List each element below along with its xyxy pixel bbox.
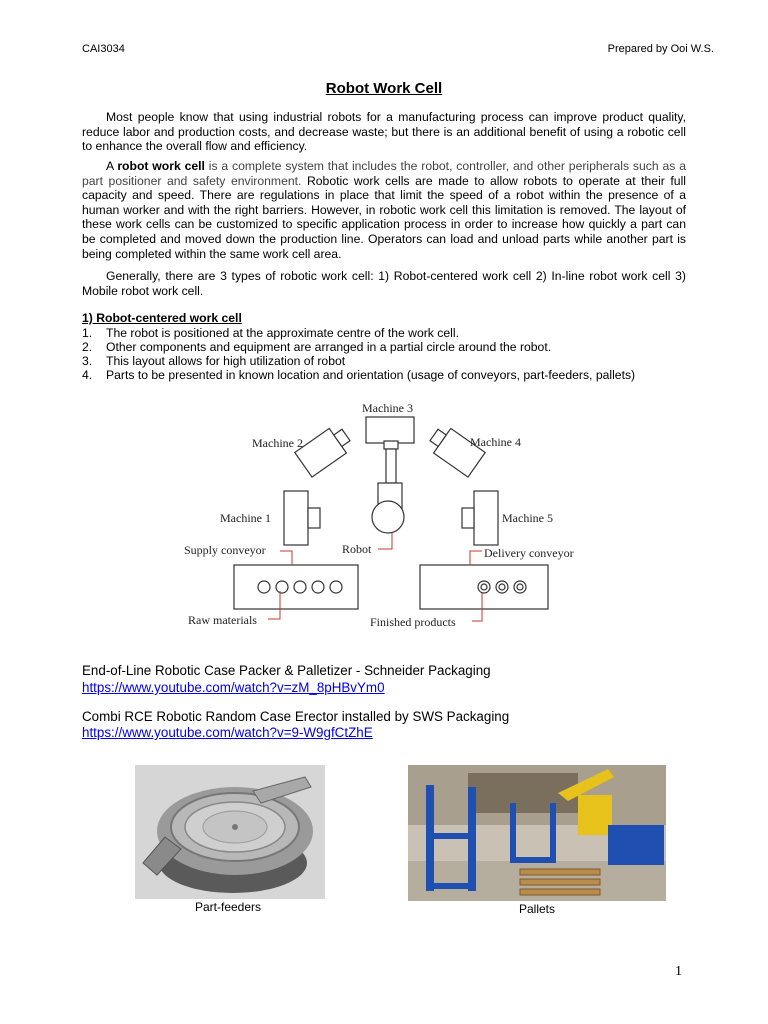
list-item: 2. Other components and equipment are arranged in a partial circle around the robot. (82, 340, 552, 354)
caption-part-feeders: Part-feeders (195, 900, 262, 914)
label-machine-4: Machine 4 (470, 435, 521, 449)
video-title-1: End-of-Line Robotic Case Packer & Palletizer - Schneider Packaging (82, 663, 491, 678)
section-list (82, 326, 702, 382)
machine-3-box (366, 417, 414, 443)
header-course-code: CAI3034 (82, 43, 125, 55)
label-delivery-conveyor: Delivery conveyor (484, 546, 574, 560)
video-link-1[interactable]: https://www.youtube.com/watch?v=zM_8pHBvYm0 (82, 680, 385, 695)
header-author: Prepared by Ooi W.S. (607, 43, 714, 55)
caption-pallets: Pallets (519, 902, 556, 916)
robot-centered-cell-diagram (180, 395, 600, 635)
label-finished-products: Finished products (370, 615, 456, 629)
robot-work-cell-term: robot work cell (117, 159, 205, 173)
types-paragraph: Generally, there are 3 types of robotic work cell: 1) Robot-centered work cell 2) In-line robot work cell 3) Mobile robot work cell. (82, 269, 686, 298)
label-raw-materials: Raw materials (188, 613, 257, 627)
label-supply-conveyor: Supply conveyor (184, 543, 266, 557)
robot-base (372, 501, 404, 533)
video-title-2: Combi RCE Robotic Random Case Erector installed by SWS Packaging (82, 709, 510, 724)
machine-1-box (284, 491, 308, 545)
label-machine-1: Machine 1 (220, 511, 271, 525)
video-link-2[interactable]: https://www.youtube.com/watch?v=9-W9gfCtZhE (82, 725, 373, 740)
pallets-photo (408, 765, 666, 901)
page-number: 1 (675, 964, 682, 979)
part-feeder-photo (135, 765, 325, 899)
label-robot: Robot (342, 542, 372, 556)
section-title: 1) Robot-centered work cell (82, 311, 242, 325)
label-machine-5: Machine 5 (502, 511, 553, 525)
list-item: 4. Parts to be presented in known location and orientation (usage of conveyors, part-feeders, pallets) (82, 368, 636, 382)
intro-paragraph: Most people know that using industrial robots for a manufacturing process can improve product quality, reduce labor and production costs, and decrease waste; but there is an additional benefit of using a robotic cell to enhance the overall flow and efficiency. (82, 110, 686, 154)
label-machine-3: Machine 3 (362, 401, 413, 415)
list-item: 1. The robot is positioned at the approximate centre of the work cell. (82, 326, 459, 340)
list-item: 3. This layout allows for high utilization of robot (82, 354, 346, 368)
definition-paragraph: A robot work cell is a complete system that includes the robot, controller, and other peripherals such as a part positioner and safety environment. Robotic work cells are made to allow robots to operate at their full capacity and speed. There are regulations in place that limit the speed of a robot within the presence of a human worker and with the right barriers. However, in robotic work cell this limitation is removed. The layout of these work cells can be customized to specific application process in order to increase how quickly a part can be completed and moved down the production line. Operators can load and unload parts while another part is being completed within the same work cell area. (82, 159, 687, 261)
page-title: Robot Work Cell (325, 80, 443, 97)
label-machine-2: Machine 2 (252, 436, 303, 450)
machine-5-box (474, 491, 498, 545)
